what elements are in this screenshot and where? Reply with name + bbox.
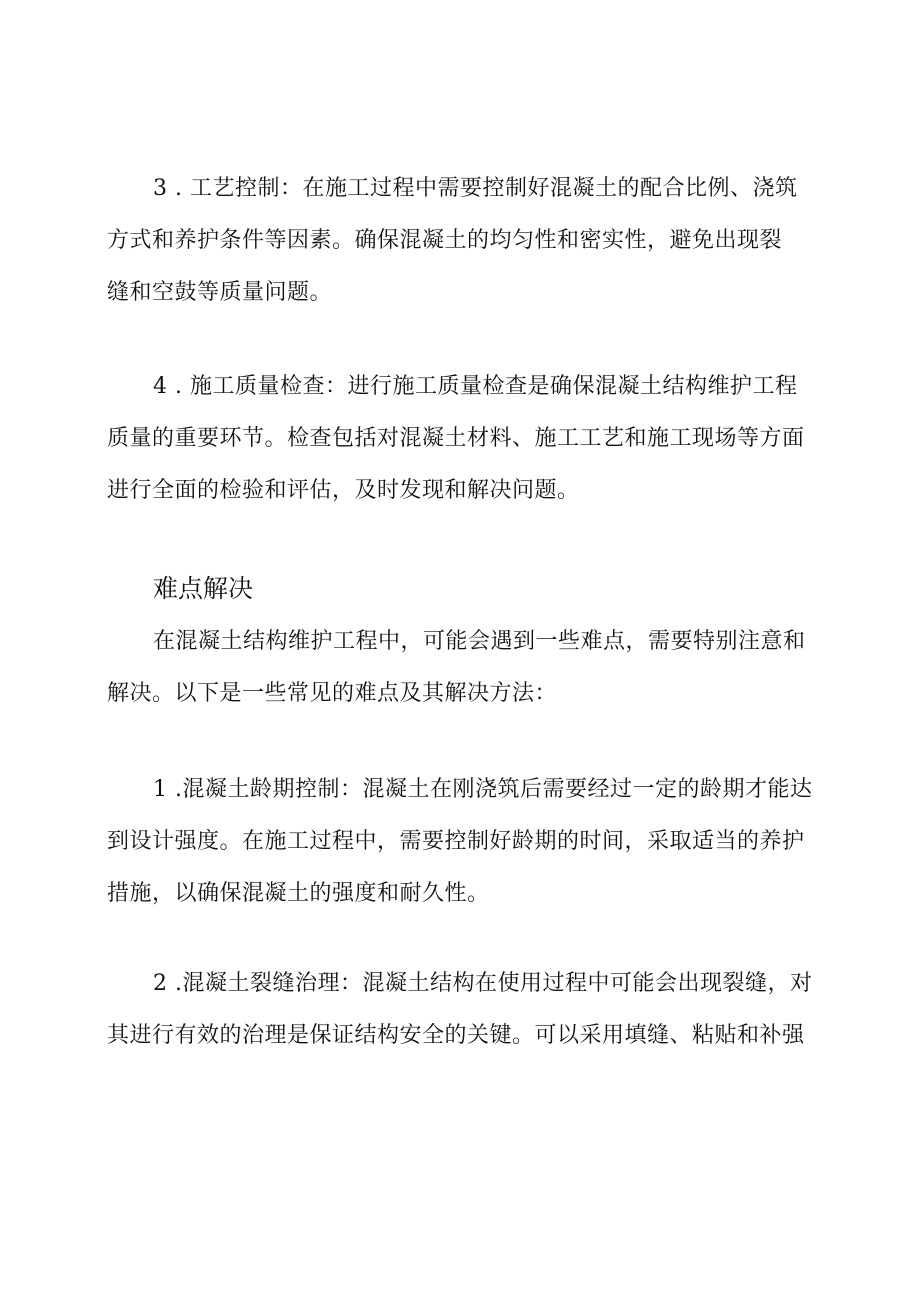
paragraph-difficulty-1 <box>107 764 823 920</box>
paragraph-line: 在混凝土结构维护工程中，可能会遇到一些难点，需要特别注意和 <box>153 629 806 654</box>
paragraph-line: 措施，以确保混凝土的强度和耐久性。 <box>107 881 490 906</box>
paragraph-item-4 <box>107 361 823 517</box>
paragraph-line: 方式和养护条件等因素。确保混凝土的均匀性和密实性，避免出现裂 <box>107 228 783 253</box>
paragraph-line: 到设计强度。在施工过程中，需要控制好龄期的时间，采取适当的养护 <box>107 829 805 854</box>
paragraph-line: 4 . 施工质量检查：进行施工质量检查是确保混凝土结构维护工程 <box>153 374 798 399</box>
paragraph-line: 3 . 工艺控制：在施工过程中需要控制好混凝土的配合比例、浇筑 <box>153 176 798 201</box>
paragraph-line: 解决。以下是一些常见的难点及其解决方法： <box>107 681 558 706</box>
paragraph-line: 进行全面的检验和评估，及时发现和解决问题。 <box>107 478 580 503</box>
paragraph-line: 质量的重要环节。检查包括对混凝土材料、施工工艺和施工现场等方面 <box>107 426 805 451</box>
paragraph-line: 其进行有效的治理是保证结构安全的关键。可以采用填缝、粘贴和补强 <box>107 1023 805 1048</box>
section-heading: 难点解决 <box>153 574 254 603</box>
paragraph-line: 缝和空鼓等质量问题。 <box>107 280 333 305</box>
paragraph-intro <box>107 616 823 720</box>
paragraph-item-3 <box>107 163 823 319</box>
paragraph-line: 2 .混凝土裂缝治理：混凝土结构在使用过程中可能会出现裂缝，对 <box>153 971 813 996</box>
paragraph-difficulty-2 <box>107 958 823 1062</box>
paragraph-line: 1 .混凝土龄期控制：混凝土在刚浇筑后需要经过一定的龄期才能达 <box>153 777 813 802</box>
